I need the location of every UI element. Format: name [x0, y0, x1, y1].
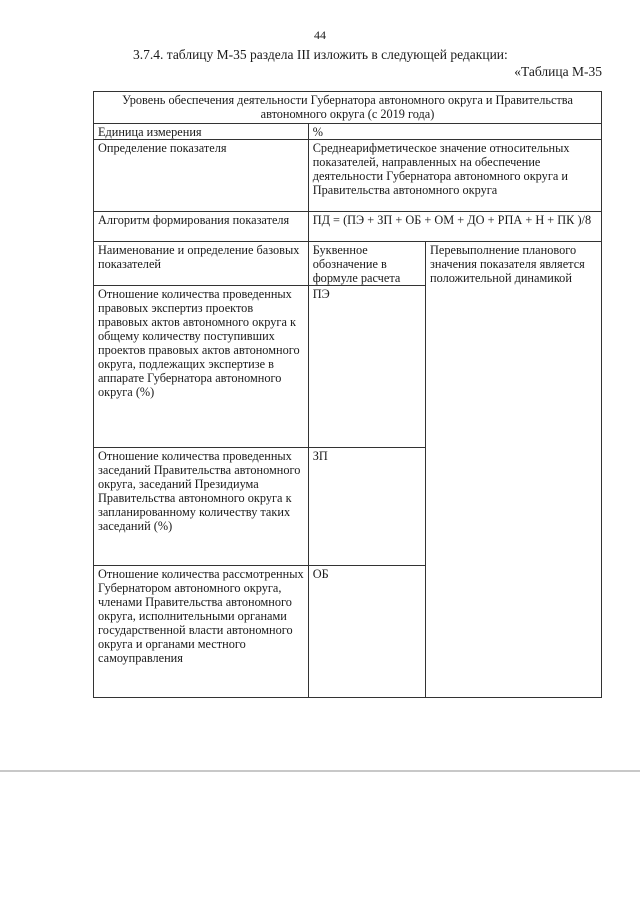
definition-label: Определение показателя — [94, 140, 309, 212]
definition-row — [94, 140, 602, 212]
base-indicator-code: ЗП — [308, 448, 425, 566]
table-title: Уровень обеспечения деятельности Губернатора автономного округа и Правительства автономного округа (с 2019 года) — [94, 92, 602, 124]
dynamics-note: Перевыполнение планового значения показателя является положительной динамикой — [426, 242, 602, 698]
algorithm-row — [94, 212, 602, 242]
indicator-table — [93, 91, 602, 698]
letter-designation-header: Буквенное обозначение в формуле расчета — [308, 242, 425, 286]
definition-value: Среднеарифметическое значение относительных показателей, направленных на обеспечение деятельности Губернатора автономного округа и Правительства автономного округа — [308, 140, 601, 212]
base-indicators-header: Наименование и определение базовых показателей — [94, 242, 309, 286]
base-indicator-name: Отношение количества проведенных заседаний Правительства автономного округа, заседаний Президиума Правительства автономного округа к запланированному количеству таких заседаний (%) — [94, 448, 309, 566]
base-indicator-code: ОБ — [308, 566, 425, 698]
table-caption: «Таблица М-35 — [514, 64, 602, 79]
base-indicator-name: Отношение количества проведенных правовых экспертиз проектов правовых актов автономного округа к общему количеству поступивших проектов правовых актов автономного округа, подлежащих экспертизе в аппарате Губернатора автономного округа (%) — [94, 286, 309, 448]
base-indicator-code: ПЭ — [308, 286, 425, 448]
unit-label: Единица измерения — [94, 124, 309, 140]
title-row — [94, 92, 602, 124]
base-indicator-name: Отношение количества рассмотренных Губернатором автономного округа, членами Правительства автономного округа, исполнительными органами государственной власти автономного округа и органами местного самоуправления — [94, 566, 309, 698]
intro-paragraph: 3.7.4. таблицу М-35 раздела III изложить в следующей редакции: — [133, 47, 508, 62]
unit-row — [94, 124, 602, 140]
base-header-row — [94, 242, 602, 286]
unit-value: % — [308, 124, 601, 140]
page-number: 44 — [314, 28, 326, 42]
algorithm-label: Алгоритм формирования показателя — [94, 212, 309, 242]
algorithm-value: ПД = (ПЭ + ЗП + ОБ + ОМ + ДО + РПА + Н + ПК )/8 — [308, 212, 601, 242]
